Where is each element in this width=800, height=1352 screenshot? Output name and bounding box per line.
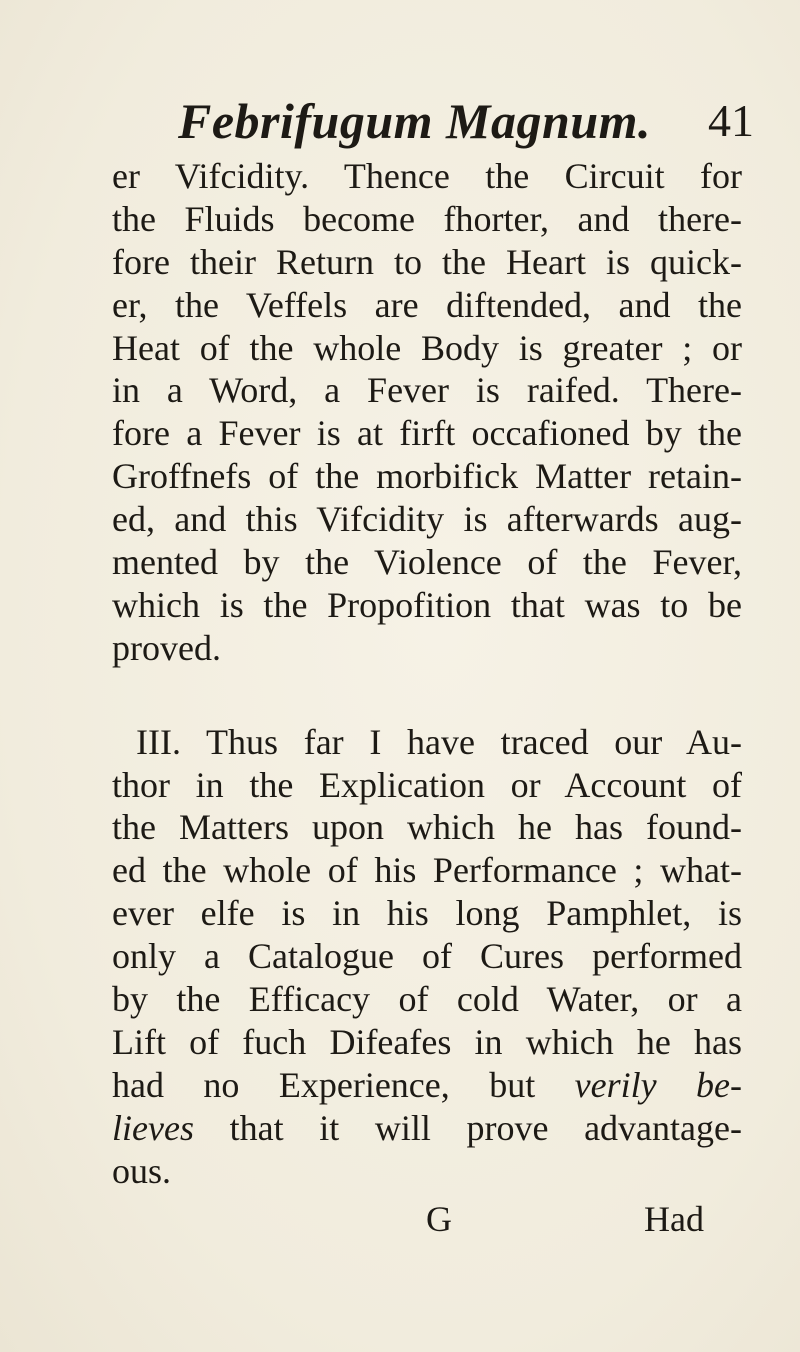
paragraph-2 [112,721,742,1193]
text-line: only a Catalogue of Cures performed [112,936,742,977]
text-line: ed the whole of his Performance ; what- [112,850,742,891]
text-line: Groffnefs of the morbifick Matter retain- [112,456,742,497]
page-footer [0,1198,800,1248]
text-line: Heat of the whole Body is greater ; or [112,327,742,368]
running-title: Febrifugum Magnum. [178,93,652,149]
text-line: III. Thus far I have traced our Au- [136,721,742,762]
text-line: mented by the Violence of the Fever, [112,542,742,583]
text-line: fore a Fever is at firft occafioned by the [112,413,742,454]
text-line: proved. [112,627,221,668]
page-number: 41 [708,95,754,146]
body-text [112,155,742,1192]
running-head [0,92,800,152]
text-line: the Fluids become fhorter, and there- [112,198,742,239]
text-line: er, the Veffels are diftended, and the [112,284,742,325]
text-line: ever elfe is in his long Pamphlet, is [112,893,742,934]
text-line: thor in the Explication or Account of [112,764,742,805]
text-line: ous. [112,1150,172,1191]
text-line: the Matters upon which he has found- [112,807,742,848]
text-line: Lift of fuch Difeafes in which he has [112,1021,742,1062]
text-segment: had no Experience, but [112,1064,536,1105]
text-line: which is the Propofition that was to be [112,584,742,625]
paragraph-1 [112,155,742,670]
paragraph-gap [112,670,742,721]
catchword: Had [644,1199,704,1239]
text-line: fore their Return to the Heart is quick- [112,241,742,282]
text-line: ed, and this Vifcidity is afterwards aug- [112,499,742,540]
text-line-with-italic [112,1107,742,1150]
text-line-with-italic [112,1064,742,1107]
text-line: in a Word, a Fever is raifed. There- [112,370,742,411]
signature-mark: G [426,1199,452,1239]
italic-phrase: lieves [112,1107,194,1148]
text-segment: that it will prove advantage- [193,1107,742,1148]
italic-phrase: verily be- [574,1064,743,1105]
text-line: by the Efficacy of cold Water, or a [112,979,742,1020]
text-line: er Vifcidity. Thence the Circuit for [112,156,742,196]
